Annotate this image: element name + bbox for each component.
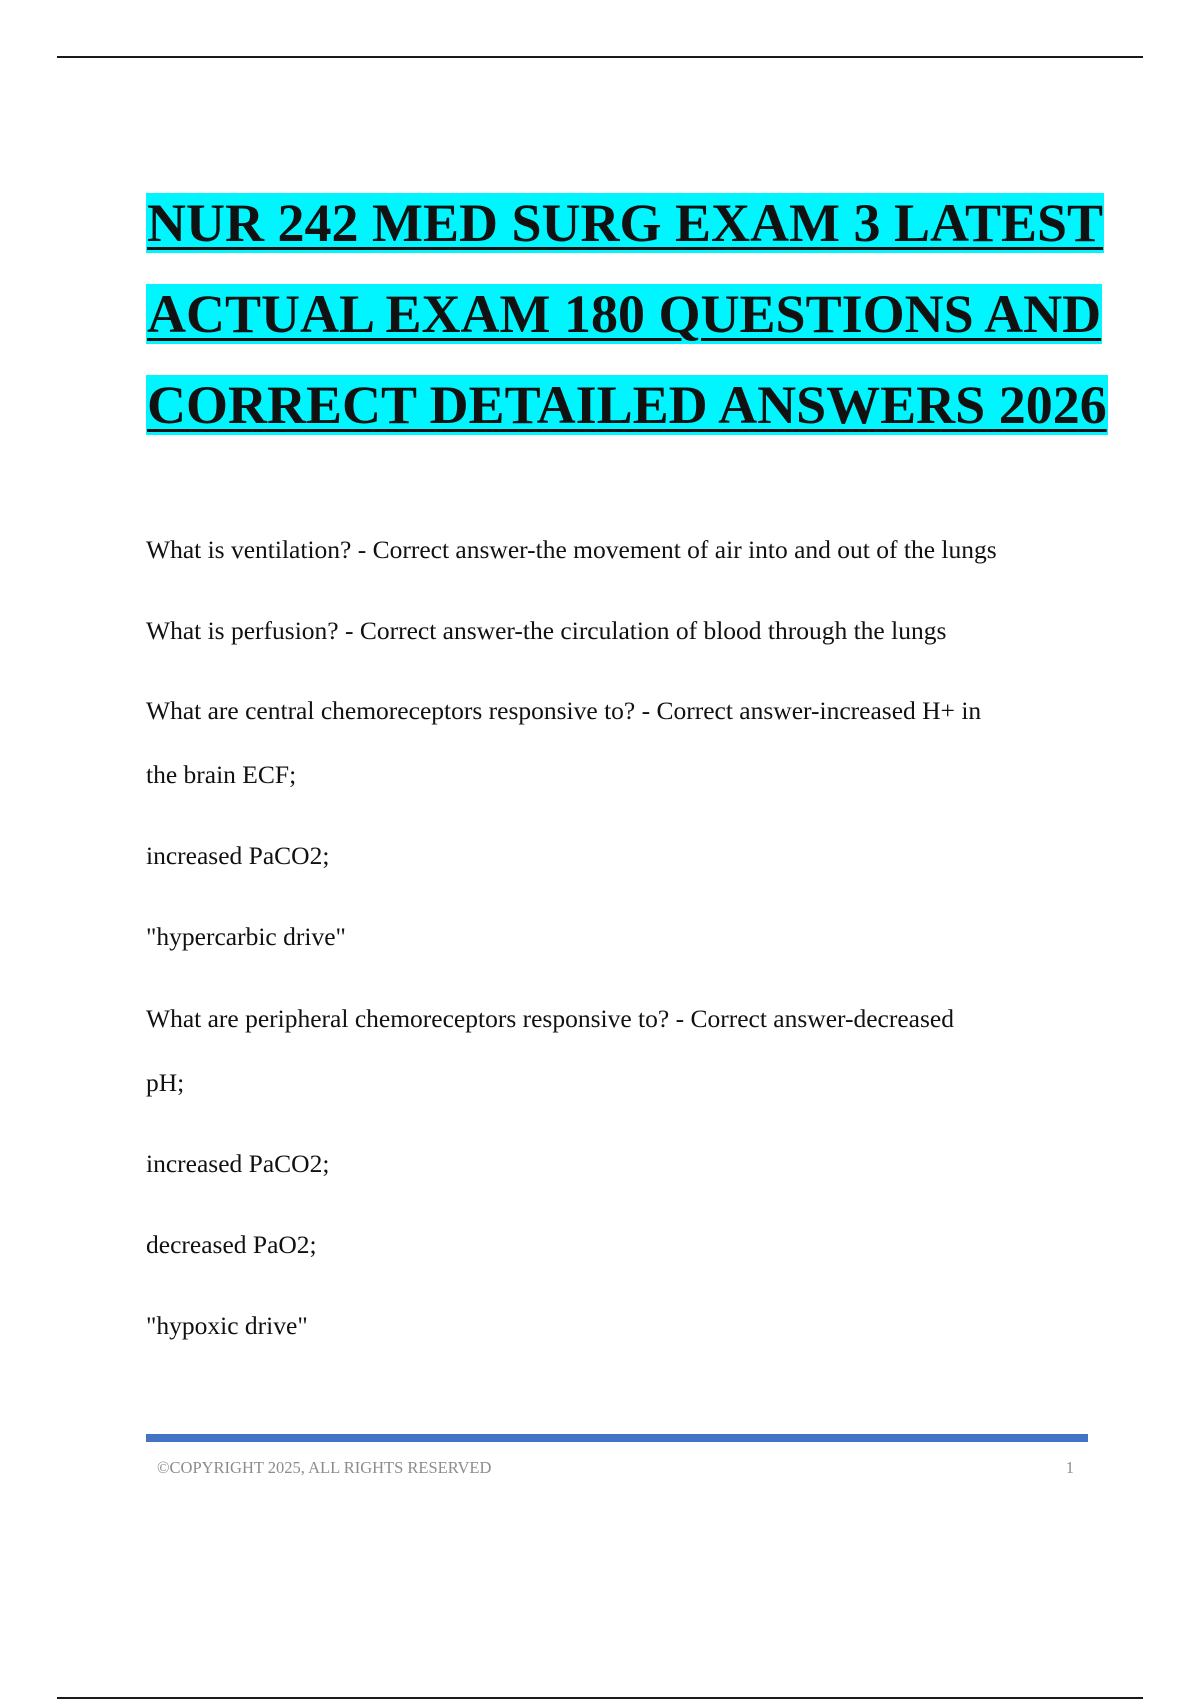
qa-line-peripheral-continued: pH;: [146, 1068, 185, 1097]
qa-line-peripheral-paco2: increased PaCO2;: [146, 1149, 330, 1178]
page-number: 1: [1065, 1458, 1074, 1477]
qa-line-perfusion: What is perfusion? - Correct answer-the circulation of blood through the lungs: [146, 616, 947, 645]
footer-copyright: ©COPYRIGHT 2025, ALL RIGHTS RESERVED: [157, 1458, 492, 1477]
qa-line-central-continued: the brain ECF;: [146, 760, 297, 789]
top-divider: [57, 56, 1143, 58]
title-line-2: ACTUAL EXAM 180 QUESTIONS AND: [147, 284, 1102, 344]
qa-line-hypercarbic-drive: "hypercarbic drive": [146, 922, 346, 951]
document-title: [146, 178, 1107, 451]
bottom-divider: [57, 1697, 1143, 1699]
title-line-3: CORRECT DETAILED ANSWERS 2026: [147, 375, 1107, 435]
qa-line-hypoxic-drive: "hypoxic drive": [146, 1311, 308, 1340]
qa-line-peripheral-chemoreceptors: What are peripheral chemoreceptors responsive to? - Correct answer-decreased: [146, 1004, 954, 1033]
footer-divider: [146, 1434, 1088, 1442]
qa-line-ventilation: What is ventilation? - Correct answer-the movement of air into and out of the lungs: [146, 535, 997, 564]
document-body: [146, 530, 1096, 1346]
title-line-1: NUR 242 MED SURG EXAM 3 LATEST: [147, 193, 1104, 253]
qa-line-peripheral-pao2: decreased PaO2;: [146, 1230, 317, 1259]
qa-line-central-paco2: increased PaCO2;: [146, 841, 330, 870]
qa-line-central-chemoreceptors: What are central chemoreceptors responsive to? - Correct answer-increased H+ in: [146, 696, 982, 725]
